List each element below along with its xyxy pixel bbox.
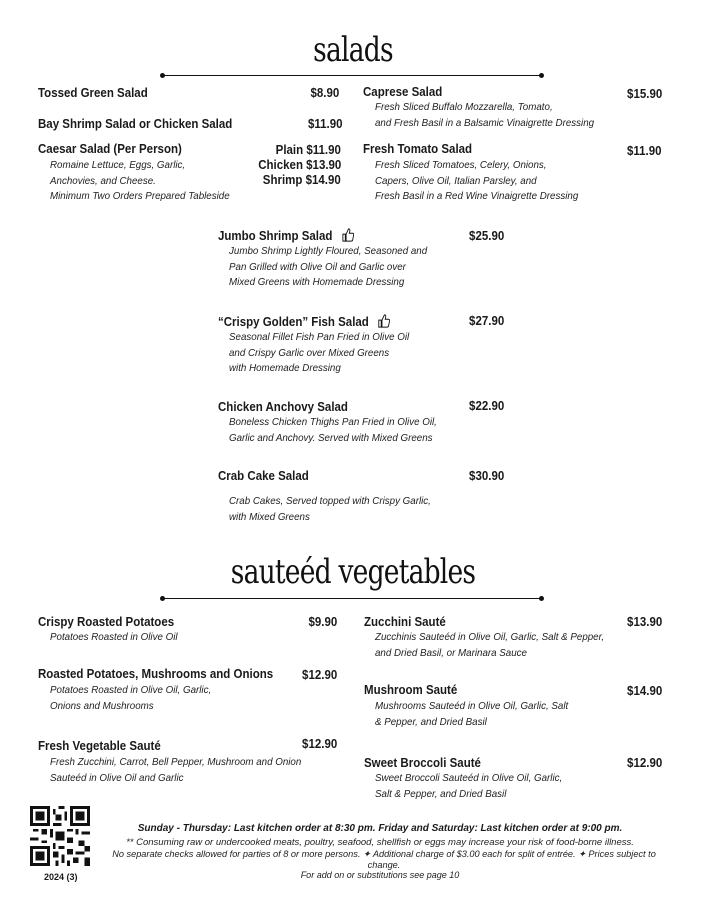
divider-rule <box>163 75 541 76</box>
item-description: Romaine Lettuce, Eggs, Garlic, Anchovies, and Cheese. Minimum Two Orders Prepared Tableside <box>50 159 230 202</box>
item-name: Tossed Green Salad <box>38 86 148 100</box>
item-price: $11.90 <box>627 144 662 158</box>
qr-code-icon <box>30 806 90 866</box>
item-price: $12.90 <box>301 668 337 682</box>
item-price: $12.90 <box>626 756 662 770</box>
food-warning: ** Consuming raw or undercooked meats, poultry, seafood, shellfish or eggs may increase your risk of food-borne illness. <box>126 837 634 848</box>
item-price: $15.90 <box>626 87 662 101</box>
thumbs-up-icon <box>341 228 354 242</box>
item-name: Zucchini Sauté <box>364 615 446 629</box>
item-price: $22.90 <box>468 399 504 413</box>
item-price: $8.90 <box>310 86 339 100</box>
item-price: $9.90 <box>308 615 337 629</box>
item-description: Potatoes Roasted in Olive Oil <box>50 631 178 643</box>
divider-rule <box>163 598 541 599</box>
item-name: Bay Shrimp Salad or Chicken Salad <box>38 117 233 131</box>
item-name: Mushroom Sauté <box>364 683 458 697</box>
item-description: Fresh Sliced Buffalo Mozzarella, Tomato, and Fresh Basil in a Balsamic Vinaigrette Dressing <box>375 101 595 129</box>
item-description: Zucchinis Sauteéd in Olive Oil, Garlic, Salt & Pepper, and Dried Basil, or Marinara Sauce <box>375 631 605 659</box>
item-description: Jumbo Shrimp Lightly Floured, Seasoned and Pan Grilled with Olive Oil and Garlic over Mixed Greens with Homemade Dressing <box>229 245 428 288</box>
item-name: Roasted Potatoes, Mushrooms and Onions <box>38 667 274 681</box>
thumbs-up-icon <box>378 314 391 328</box>
kitchen-hours: Sunday - Thursday: Last kitchen order at 8:30 pm. Friday and Saturday: Last kitchen order at 9:00 pm. <box>137 823 623 834</box>
item-name: Jumbo Shrimp Salad <box>218 228 354 243</box>
item-price: $12.90 <box>301 737 337 751</box>
item-price: $30.90 <box>468 469 504 483</box>
item-description: Potatoes Roasted in Olive Oil, Garlic, Onions and Mushrooms <box>50 684 212 712</box>
item-price: $11.90 <box>308 117 343 131</box>
item-name: Crispy Roasted Potatoes <box>38 615 175 629</box>
item-name: Caprese Salad <box>363 85 443 99</box>
item-price: $14.90 <box>626 684 662 698</box>
item-name: “Crispy Golden” Fish Salad <box>218 314 390 329</box>
item-description: Boneless Chicken Thighs Pan Fried in Olive Oil, Garlic and Anchovy. Served with Mixed Greens <box>229 416 437 444</box>
item-price: Chicken $13.90 <box>257 158 341 172</box>
section-title-salads: salads <box>313 30 393 70</box>
item-description: Fresh Sliced Tomatoes, Celery, Onions, Capers, Olive Oil, Italian Parsley, and Fresh Basil in a Red Wine Vinaigrette Dressing <box>375 159 579 202</box>
item-price: $25.90 <box>468 229 504 243</box>
item-description: Crab Cakes, Served topped with Crispy Garlic, with Mixed Greens <box>229 495 431 523</box>
item-price: $27.90 <box>468 314 504 328</box>
item-description: Fresh Zucchini, Carrot, Bell Pepper, Mushroom and Onion Sauteéd in Olive Oil and Garlic <box>50 756 302 784</box>
item-description: Seasonal Fillet Fish Pan Fried in Olive Oil and Crispy Garlic over Mixed Greens with Homemade Dressing <box>229 331 410 374</box>
item-description: Mushrooms Sauteéd in Olive Oil, Garlic, Salt & Pepper, and Dried Basil <box>375 700 569 728</box>
item-name: Caesar Salad (Per Person) <box>38 142 182 156</box>
addon-note: For add on or substitutions see page 10 <box>300 870 460 880</box>
item-name: Sweet Broccoli Sauté <box>364 756 481 770</box>
policy-note: No separate checks allowed for parties of 8 or more persons. ✦ Additional charge of $3.00 each for split of entrée. ✦ Prices subject to change. <box>112 849 656 870</box>
item-description: Sweet Broccoli Sauteéd in Olive Oil, Garlic, Salt & Pepper, and Dried Basil <box>375 772 563 800</box>
item-name: Fresh Vegetable Sauté <box>38 739 161 753</box>
item-name: Crab Cake Salad <box>218 469 309 483</box>
section-title-vegetables: sauteéd vegetables <box>230 552 476 592</box>
menu-code: 2024 (3) <box>44 872 78 882</box>
item-price: Shrimp $14.90 <box>263 173 341 187</box>
item-price: $13.90 <box>626 615 662 629</box>
item-name: Chicken Anchovy Salad <box>218 400 348 414</box>
item-name: Fresh Tomato Salad <box>363 142 473 156</box>
item-price: Plain $11.90 <box>275 143 341 157</box>
